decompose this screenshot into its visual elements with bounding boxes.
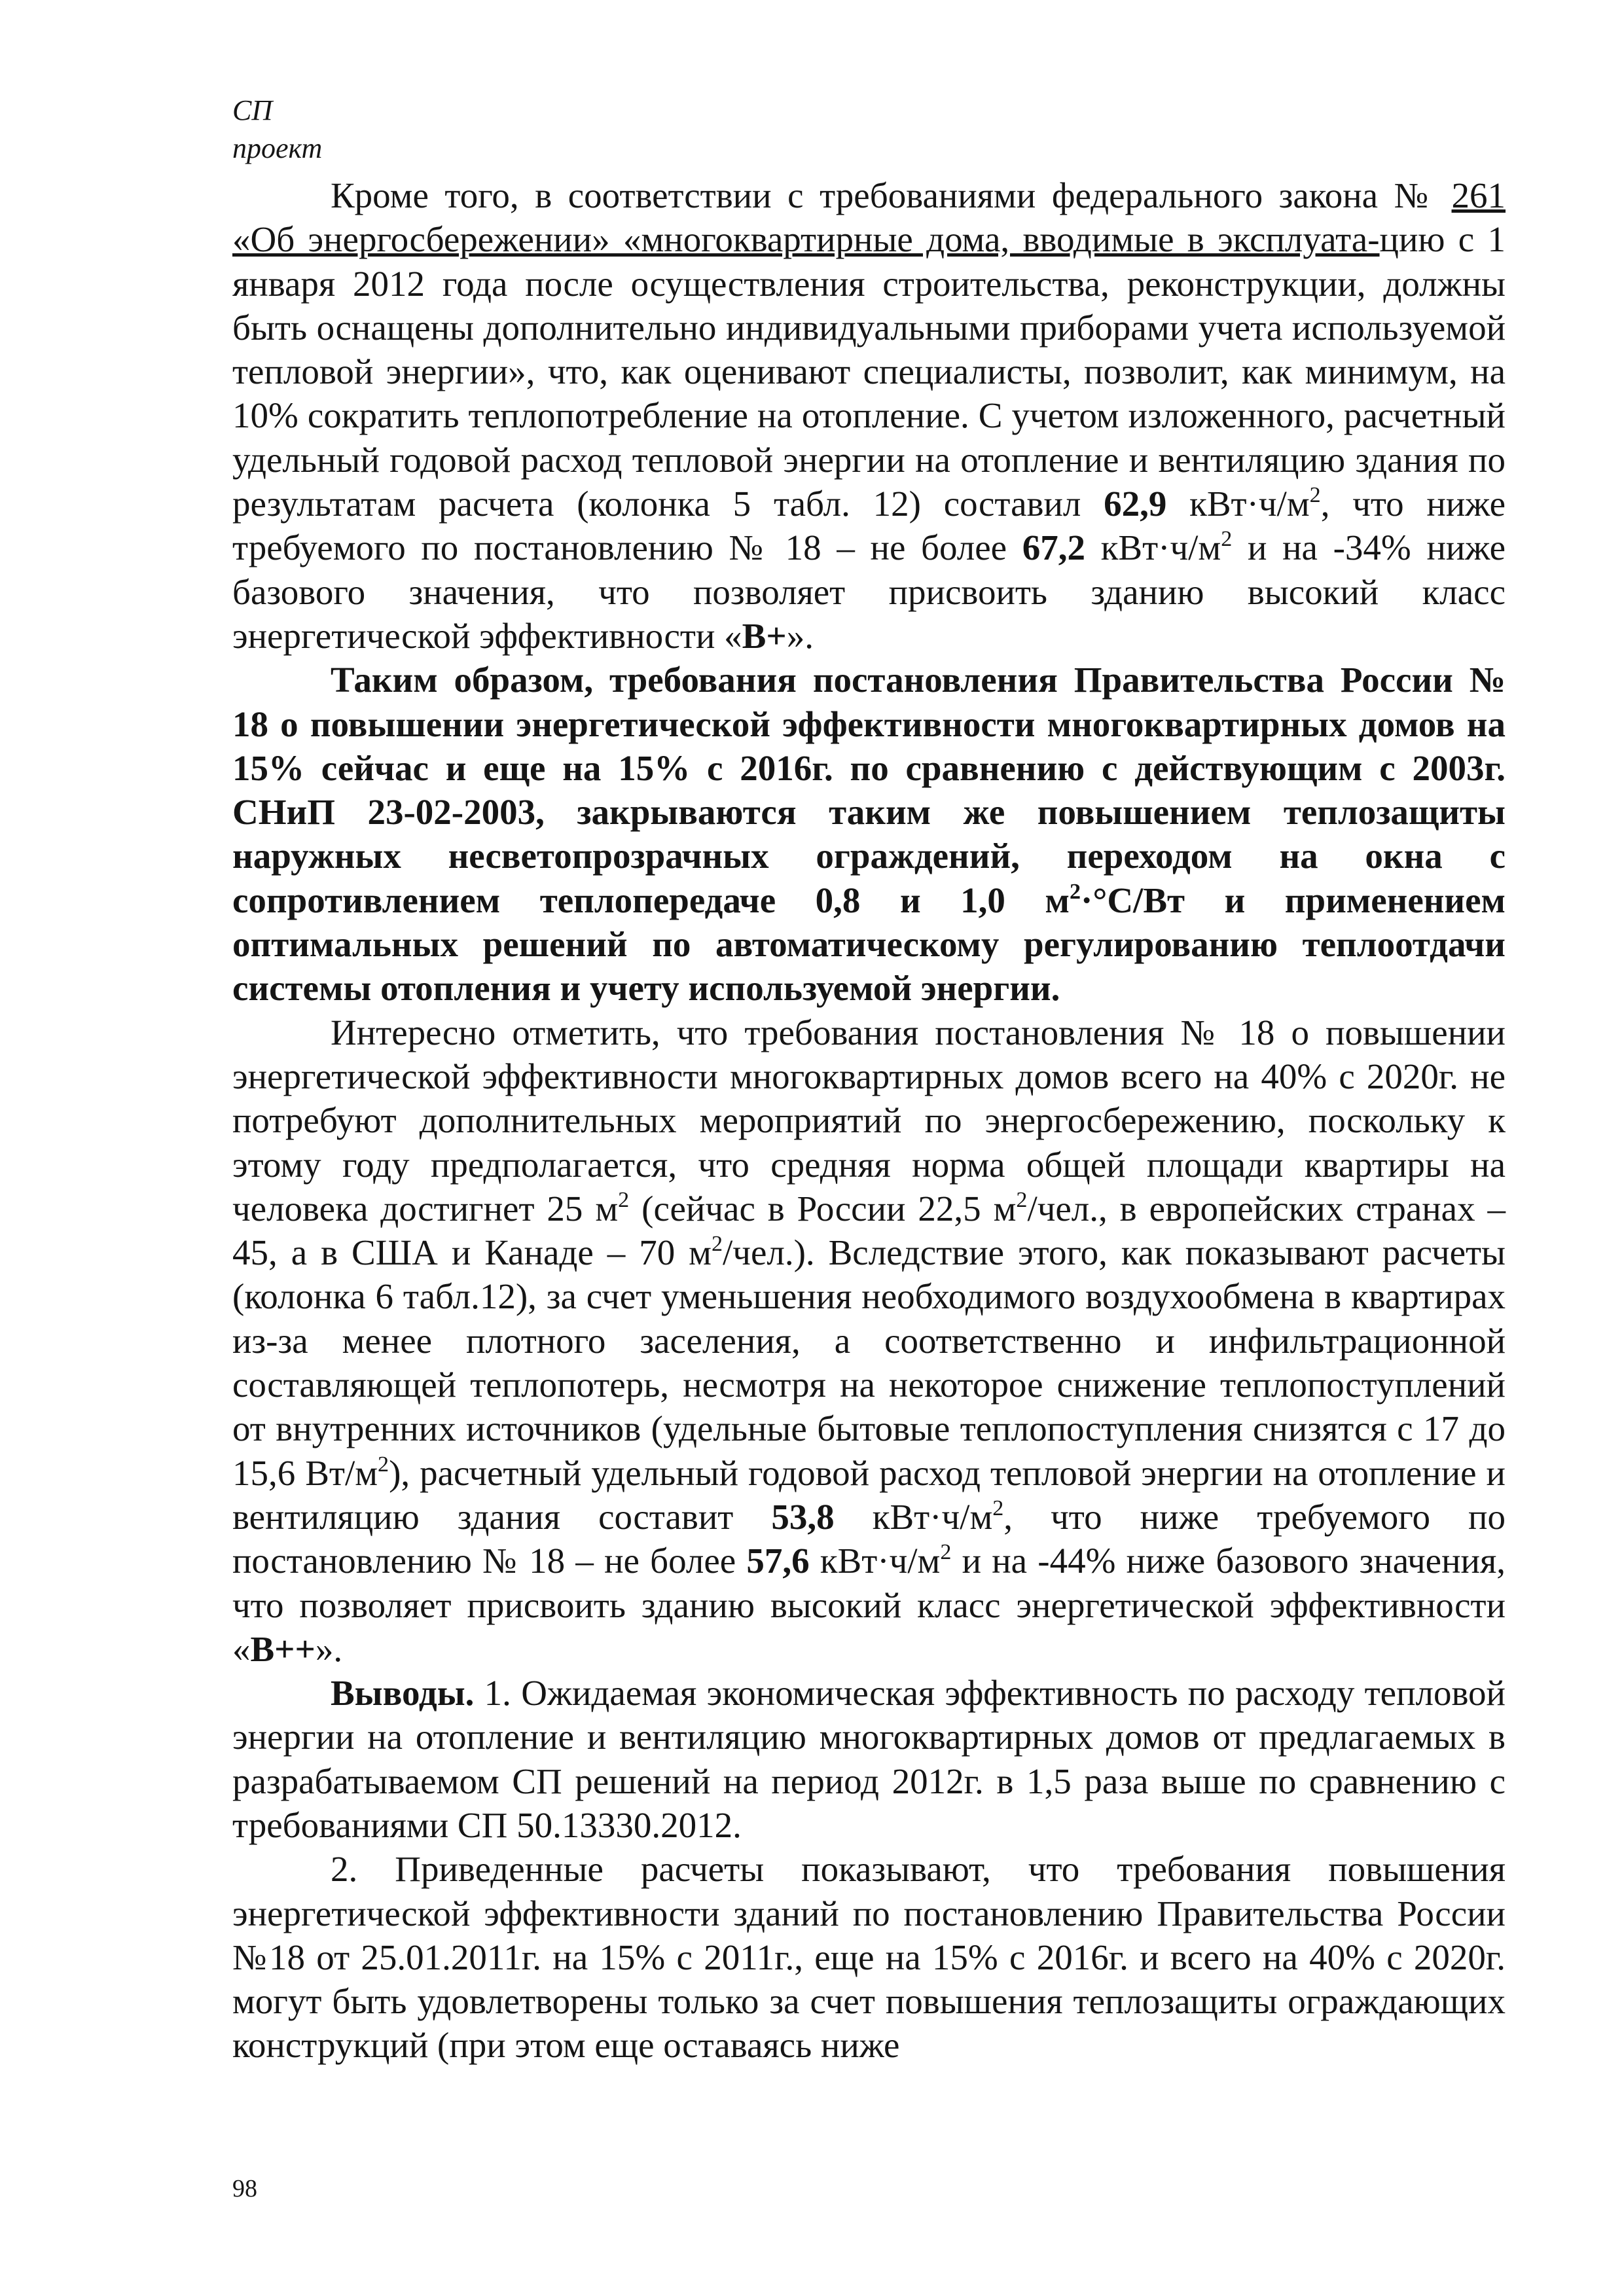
paragraph-2020-requirements [232, 1011, 1506, 1671]
text-run: кВт·ч/м [834, 1496, 993, 1537]
text-run: и на -34% ниже базового значения, что позволяет присвоить зданию высокий класс энергетической эффективности « [232, 528, 1506, 656]
text-run: Таким образом, требования постановления Правительства России № 18 о повышении энергетической эффективности многоквартирных домов на 15% сейчас и еще на 15% с 2016г. по сравнению с действующим с 2003г. СНиП 23-02-2003, закрываются таким же повышением теплозащиты наружных несветопрозрачных ограждений, переходом на окна с сопротивлением теплопередаче 0,8 и 1,0 м [232, 660, 1506, 920]
header-status: проект [232, 132, 323, 164]
document-body [232, 173, 1506, 2068]
superscript: 2 [940, 1540, 952, 1565]
superscript: 2 [378, 1452, 389, 1477]
text-run: (сейчас в России 22,5 м [629, 1188, 1017, 1229]
text-run: кВт·ч/м [1166, 484, 1310, 524]
text-run: Интересно отметить, что требования постановления № 18 о повышении энергетической эффективности многоквартирных домов всего на 40% с 2020г. не потребуют дополнительных мероприятий по энергосбережению, поскольку к этому году предполагается, что средняя норма общей площади квартиры на человека достигнет 25 м [232, 1012, 1506, 1229]
text-run: кВт·ч/м [809, 1541, 941, 1581]
value-bold: 57,6 [746, 1541, 810, 1581]
superscript: 2 [711, 1232, 723, 1257]
text-run: и на -44% ниже базового значения, что позволяет присвоить зданию высокий класс энергетической эффективности « [232, 1541, 1506, 1669]
page-number: 98 [232, 2175, 257, 2202]
text-run: ». [786, 615, 814, 656]
text-run: /чел., в европейских странах – 45, а в США и Канаде – 70 м [232, 1188, 1506, 1273]
text-run: Кроме того, в соответствии с требованиями федерального закона № [331, 175, 1435, 215]
paragraph-conclusion-bold [232, 658, 1506, 1010]
text-run: 2. Приведенные расчеты показывают, что требования повышения энергетической эффективности зданий по постановлению Правительства России №18 от 25.01.2011г. на 15% с 2011г., еще на 15% с 2016г. и всего на 40% с 2020г. могут быть удовлетворены только за счет повышения теплозащиты ограждающих конструкций (при этом еще оставаясь ниже [232, 1849, 1506, 2066]
superscript: 2 [1309, 483, 1321, 508]
paragraph-conclusions-1 [232, 1671, 1506, 1847]
text-run: ·°С/Вт и применением оптимальных решений по автоматическому регулированию теплоотдачи системы отопления и учету используемой энергии. [232, 880, 1506, 1009]
text-run: 1. Ожидаемая экономическая эффективность по расходу тепловой энергии на отопление и вентиляцию многоквартирных домов от предлагаемых в разрабатываемом СП решений на период 2012г. в 1,5 раза выше по сравнению с требованиями СП 50.13330.2012. [232, 1673, 1506, 1845]
superscript: 2 [1221, 527, 1233, 552]
header-code: СП [232, 94, 273, 126]
superscript: 2 [618, 1187, 630, 1212]
superscript: 2 [1016, 1187, 1028, 1212]
paragraph-energy-law [232, 173, 1506, 658]
class-bold: В+ [742, 615, 787, 656]
conclusions-heading: Выводы. [331, 1673, 475, 1713]
superscript: 2 [992, 1496, 1004, 1520]
value-bold: 62,9 [1104, 484, 1167, 524]
document-header [232, 92, 322, 168]
text-run: кВт·ч/м [1085, 528, 1221, 568]
superscript: 2 [1069, 879, 1081, 904]
value-bold: 67,2 [1022, 528, 1086, 568]
value-bold: 53,8 [771, 1496, 835, 1537]
class-bold: В++ [250, 1628, 316, 1669]
underlined-quote: 261 «Об энергосбережении» «многоквартирные дома, вводимые в эксплуата- [232, 175, 1506, 260]
text-run: ». [315, 1628, 343, 1669]
text-run: ), расчетный удельный годовой расход тепловой энергии на отопление и вентиляцию здания составит [232, 1452, 1506, 1537]
text-run: /чел.). Вследствие этого, как показывают расчеты (колонка 6 табл.12), за счет уменьшения необходимого воздухообмена в квартирах из-за менее плотного заселения, а соответственно и инфильтрационной составляющей теплопотерь, несмотря на некоторое снижение теплопоступлений от внутренних источников (удельные бытовые теплопоступления снизятся с 17 до 15,6 Вт/м [232, 1232, 1506, 1493]
paragraph-conclusions-2 [232, 1847, 1506, 2067]
text-run: , что ниже требуемого по постановлению № 18 – не более [232, 1496, 1506, 1581]
text-run: , что ниже требуемого по постановлению № 18 – не более [232, 484, 1506, 568]
text-run: цию с 1 января 2012 года после осуществления строительства, реконструкции, должны быть оснащены дополнительно индивидуальными приборами учета используемой тепловой энергии», что, как оценивают специалисты, позволит, как минимум, на 10% сократить теплопотребление на отопление. С учетом изложенного, расчетный удельный годовой расход тепловой энергии на отопление и вентиляцию здания по результатам расчета (колонка 5 табл. 12) составил [232, 219, 1506, 524]
